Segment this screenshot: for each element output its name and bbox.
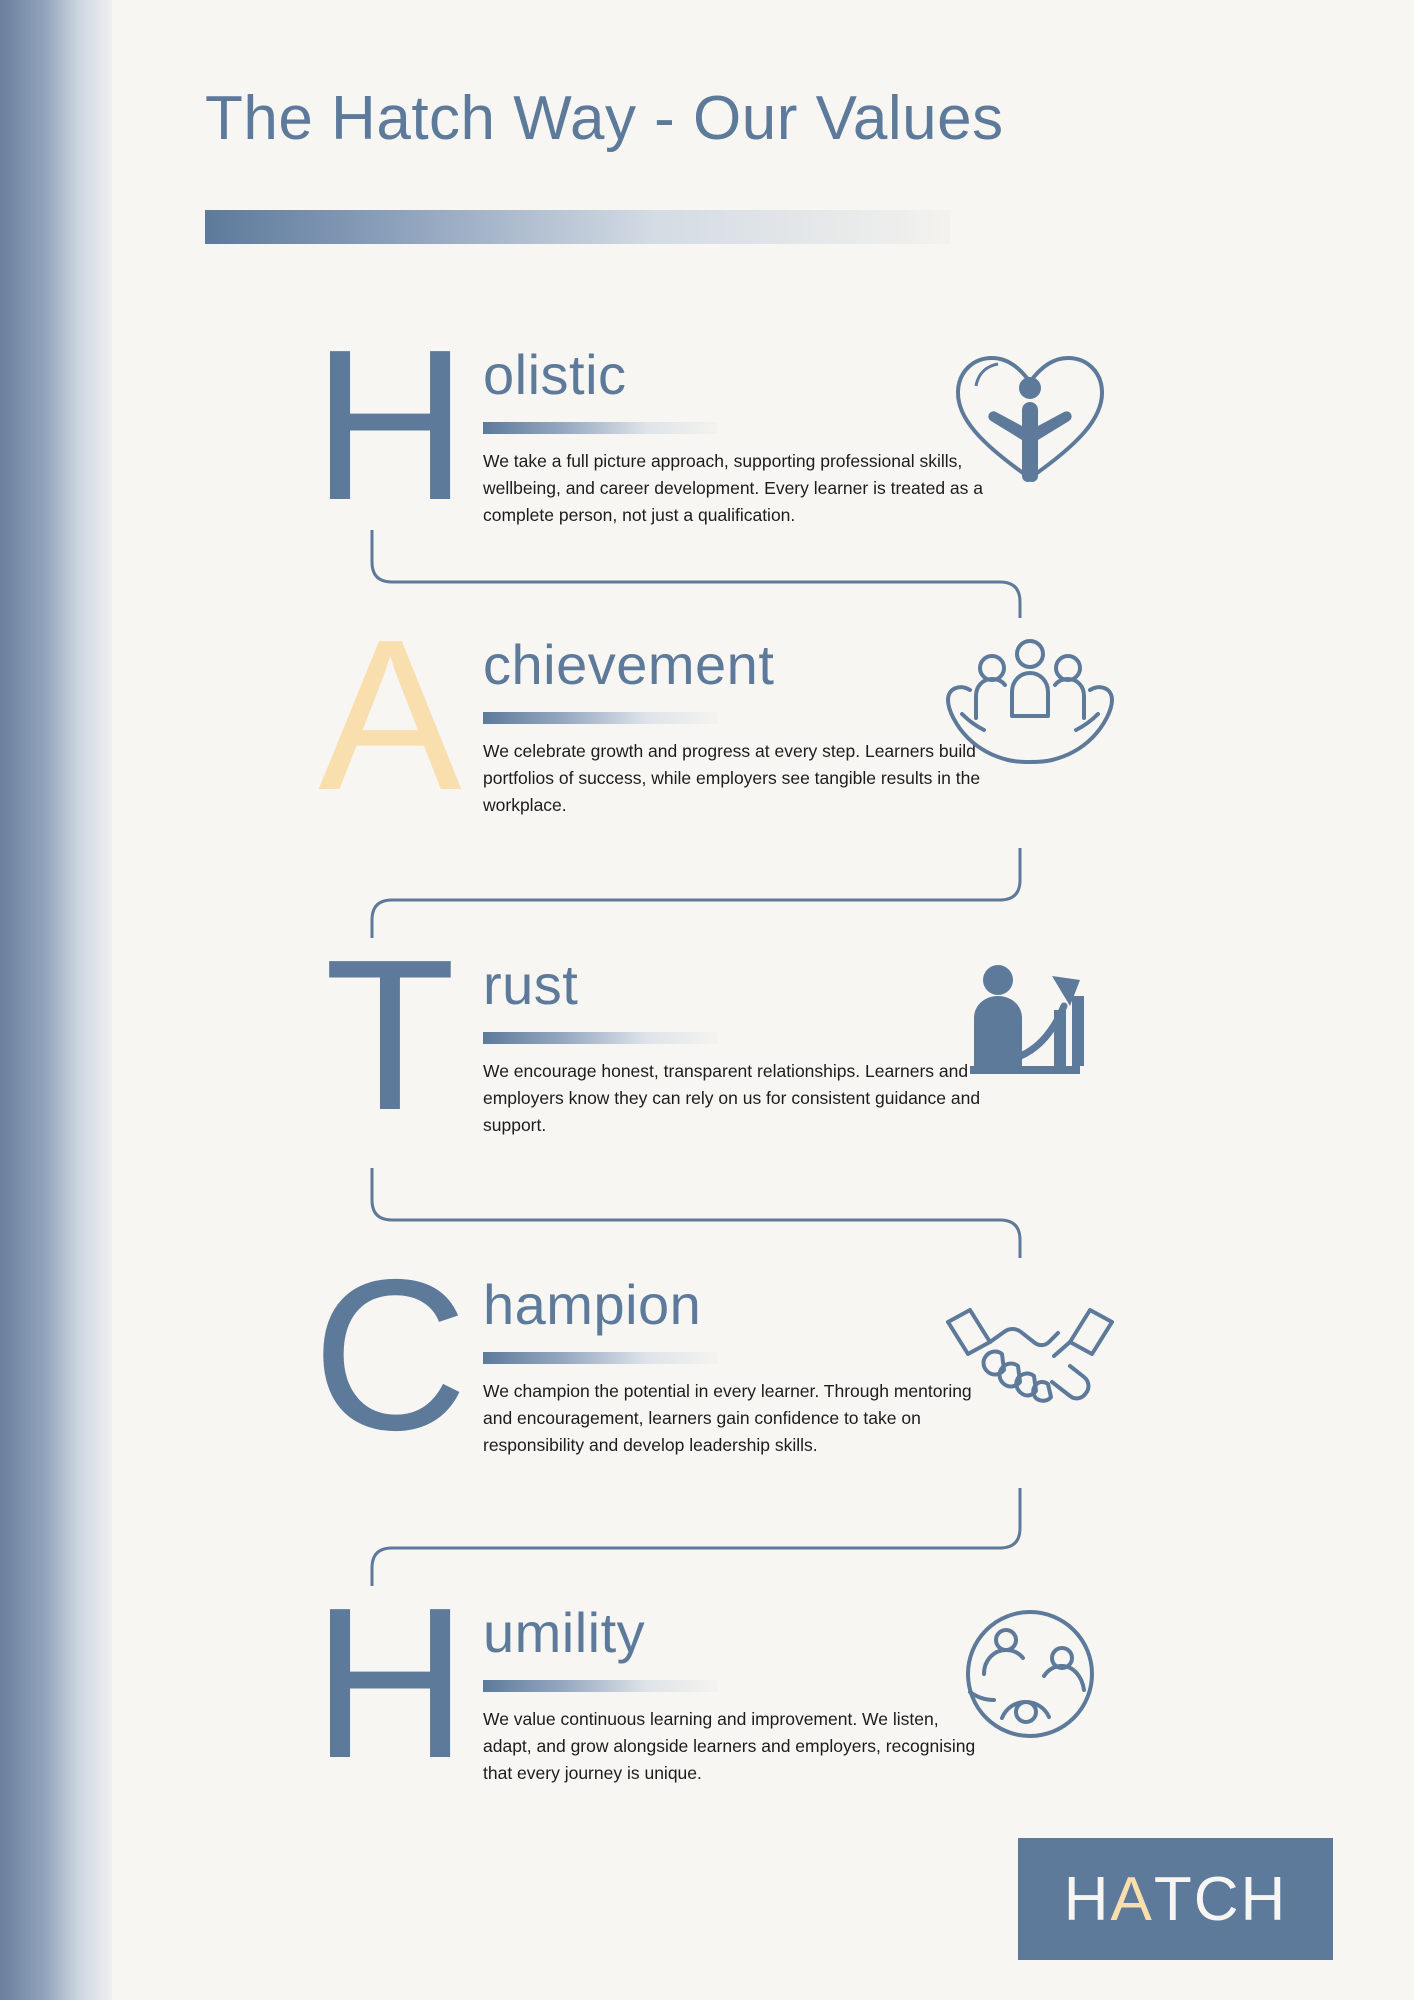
handshake-icon xyxy=(940,1268,1130,1433)
value-word-holistic: olistic xyxy=(483,343,627,406)
value-description-trust: We encourage honest, transparent relationships. Learners and employers know they can rely on us for consistent guidance and support. xyxy=(483,1061,981,1135)
value-description-achievement: We celebrate growth and progress at every step. Learners build portfolios of success, while employers see tangible results in the workplace. xyxy=(483,741,981,815)
person-in-heart-icon xyxy=(940,338,1130,503)
value-description-champion: We champion the potential in every learner. Through mentoring and encouragement, learners gain confidence to take on responsibility and develop leadership skills. xyxy=(483,1381,972,1455)
hatch-logo xyxy=(1018,1838,1333,1960)
value-word-trust: rust xyxy=(483,953,579,1016)
value-underline-trust xyxy=(483,1032,718,1044)
value-word-champion: hampion xyxy=(483,1273,702,1336)
left-gradient-bar xyxy=(0,0,112,2000)
hands-holding-people-icon xyxy=(940,628,1130,793)
title-underline-bar xyxy=(205,210,950,244)
value-underline-champion xyxy=(483,1352,718,1364)
big-letter-h1: H xyxy=(312,304,468,545)
value-underline-humility xyxy=(483,1680,718,1692)
person-with-growth-arrow-icon xyxy=(940,948,1130,1113)
big-letter-c: C xyxy=(312,1234,468,1475)
value-underline-holistic xyxy=(483,422,718,434)
value-description-holistic: We take a full picture approach, supporting professional skills, wellbeing, and career development. Every learner is treated as a complete person, not just a qualification. xyxy=(483,451,983,525)
people-around-globe-icon xyxy=(940,1596,1130,1761)
logo-letters-tch: TCH xyxy=(1153,1864,1288,1934)
hatch-logo-text xyxy=(1018,1838,1333,1960)
big-letter-h2: H xyxy=(312,1562,468,1803)
value-word-achievement: chievement xyxy=(483,633,775,696)
logo-letter-h1: H xyxy=(1063,1864,1111,1934)
value-underline-achievement xyxy=(483,712,718,724)
value-word-humility: umility xyxy=(483,1601,646,1664)
big-letter-t: T xyxy=(324,914,456,1155)
logo-letter-a: A xyxy=(1110,1864,1154,1934)
value-description-humility: We value continuous learning and improvement. We listen, adapt, and grow alongside learners and employers, recognising that every journey is unique. xyxy=(483,1709,976,1783)
big-letter-a: A xyxy=(318,594,462,835)
page-title: The Hatch Way - Our Values xyxy=(205,84,1004,153)
